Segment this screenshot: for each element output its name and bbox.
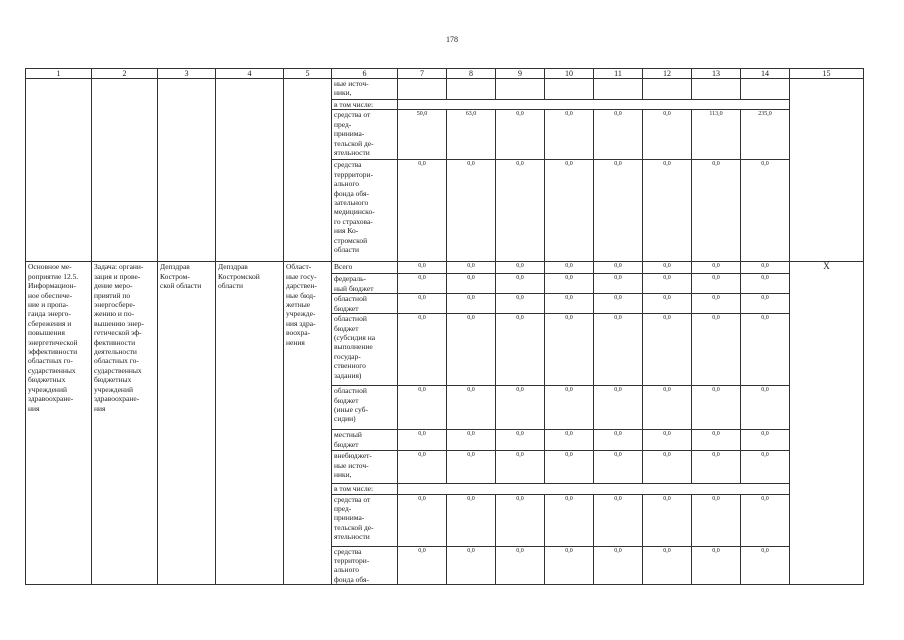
coexecutor: Депздрав Костромской области	[216, 262, 284, 585]
value-cell: 0,0	[594, 451, 643, 484]
value-cell: 0,0	[398, 451, 447, 484]
value-cell: 0,0	[398, 294, 447, 314]
value-cell: 0,0	[692, 294, 741, 314]
table-row	[26, 79, 864, 100]
value-cell: 0,0	[692, 314, 741, 386]
column-header: 4	[216, 69, 284, 79]
value-cell: 0,0	[741, 494, 790, 546]
value-cell: 0,0	[496, 546, 545, 585]
value-cell: 0,0	[496, 494, 545, 546]
empty-cell	[398, 484, 790, 494]
column-header: 2	[92, 69, 158, 79]
column-header: 14	[741, 69, 790, 79]
value-cell: 0,0	[594, 314, 643, 386]
value-cell: 0,0	[496, 451, 545, 484]
empty-cell	[216, 79, 284, 262]
table-row	[26, 262, 864, 274]
source-label: внебюджет- ные источ- ники,	[332, 451, 398, 484]
value-cell: 0,0	[643, 314, 692, 386]
value-cell: 0,0	[496, 430, 545, 451]
value-cell: 0,0	[398, 430, 447, 451]
recipient: Област- ные госу- дарствен- ные бюд- жетные учрежде- ния здра- воохра- нения	[284, 262, 332, 585]
source-label: местный бюджет	[332, 430, 398, 451]
budget-table	[25, 68, 864, 585]
empty-cell	[92, 79, 158, 262]
value-cell: 0,0	[643, 160, 692, 262]
value-cell: 0,0	[447, 430, 496, 451]
empty-cell	[284, 79, 332, 262]
value-cell	[398, 79, 447, 100]
column-header: 11	[594, 69, 643, 79]
value-cell: 0,0	[496, 274, 545, 294]
value-cell: 0,0	[545, 294, 594, 314]
source-label: средства территори- ального фонда обя-	[332, 546, 398, 585]
value-cell: 0,0	[545, 430, 594, 451]
value-cell: 0,0	[398, 494, 447, 546]
value-cell: 0,0	[447, 386, 496, 430]
source-label: ные источ- ники,	[332, 79, 398, 100]
value-cell: 0,0	[643, 494, 692, 546]
column-header: 1	[26, 69, 92, 79]
result-mark: Х	[790, 262, 864, 585]
value-cell: 0,0	[545, 494, 594, 546]
value-cell: 0,0	[594, 262, 643, 274]
value-cell	[692, 79, 741, 100]
empty-cell	[790, 79, 864, 262]
value-cell: 0,0	[545, 274, 594, 294]
value-cell: 0,0	[447, 494, 496, 546]
value-cell: 0,0	[741, 160, 790, 262]
value-cell: 63,0	[447, 110, 496, 160]
value-cell: 0,0	[447, 274, 496, 294]
value-cell: 0,0	[741, 314, 790, 386]
value-cell: 0,0	[741, 386, 790, 430]
source-label: областной бюджет (иные суб- сидии)	[332, 386, 398, 430]
value-cell: 0,0	[545, 451, 594, 484]
source-label: средства террритори- ального фонда обя- зательного медицинско- го страхова- ния Ко- стромской области	[332, 160, 398, 262]
value-cell	[643, 79, 692, 100]
value-cell: 0,0	[594, 546, 643, 585]
value-cell: 0,0	[496, 294, 545, 314]
value-cell: 0,0	[545, 110, 594, 160]
value-cell: 235,0	[741, 110, 790, 160]
column-header: 13	[692, 69, 741, 79]
value-cell: 0,0	[398, 546, 447, 585]
value-cell	[496, 79, 545, 100]
value-cell: 0,0	[594, 160, 643, 262]
source-label: областной бюджет	[332, 294, 398, 314]
value-cell: 0,0	[692, 451, 741, 484]
value-cell: 0,0	[398, 314, 447, 386]
value-cell: 0,0	[741, 294, 790, 314]
value-cell: 0,0	[447, 262, 496, 274]
value-cell: 0,0	[447, 314, 496, 386]
value-cell: 0,0	[545, 386, 594, 430]
value-cell: 0,0	[594, 386, 643, 430]
column-header: 5	[284, 69, 332, 79]
value-cell: 0,0	[692, 262, 741, 274]
value-cell: 0,0	[692, 160, 741, 262]
value-cell: 0,0	[545, 160, 594, 262]
task-description: Задача: органи- зация и прове- дение меро- приятий по энергосбере- жению и по- вышению энер- гетической эф- фективности деятельности областных го- сударственных бюджетных учреждений здравоохране- ния	[92, 262, 158, 585]
value-cell: 0,0	[643, 110, 692, 160]
column-header: 8	[447, 69, 496, 79]
value-cell: 0,0	[447, 546, 496, 585]
value-cell: 0,0	[643, 451, 692, 484]
value-cell: 0,0	[692, 494, 741, 546]
value-cell: 0,0	[545, 262, 594, 274]
value-cell: 0,0	[594, 294, 643, 314]
value-cell: 0,0	[594, 494, 643, 546]
value-cell: 0,0	[398, 274, 447, 294]
source-label: Всего	[332, 262, 398, 274]
column-header: 7	[398, 69, 447, 79]
column-header: 15	[790, 69, 864, 79]
value-cell: 0,0	[692, 274, 741, 294]
value-cell: 0,0	[545, 546, 594, 585]
value-cell: 0,0	[741, 451, 790, 484]
column-header: 10	[545, 69, 594, 79]
value-cell: 0,0	[496, 262, 545, 274]
source-label: средства от пред- принима- тельской де- ятельности	[332, 110, 398, 160]
column-header: 3	[158, 69, 216, 79]
value-cell: 0,0	[398, 160, 447, 262]
source-label: средства от пред- принима- тельской де- ятельности	[332, 494, 398, 546]
value-cell: 0,0	[496, 314, 545, 386]
column-header: 12	[643, 69, 692, 79]
value-cell: 0,0	[643, 262, 692, 274]
value-cell: 0,0	[692, 430, 741, 451]
value-cell: 0,0	[643, 294, 692, 314]
value-cell	[545, 79, 594, 100]
column-header: 6	[332, 69, 398, 79]
header-row	[26, 69, 864, 79]
measure-name: Основное ме- роприятие 12.5. Информацион- ное обеспече- ние и пропа- ганда энерго- сбережения и повышения энергетической эффективности областных го- сударственных бюджетных учреждений здравоохране- ния	[26, 262, 92, 585]
value-cell: 0,0	[643, 274, 692, 294]
value-cell	[741, 79, 790, 100]
value-cell: 113,0	[692, 110, 741, 160]
value-cell: 0,0	[398, 262, 447, 274]
source-label: федераль- ный бюджет	[332, 274, 398, 294]
value-cell: 0,0	[447, 294, 496, 314]
value-cell: 0,0	[594, 430, 643, 451]
empty-cell	[398, 100, 790, 110]
value-cell: 0,0	[741, 262, 790, 274]
value-cell	[447, 79, 496, 100]
value-cell: 0,0	[496, 386, 545, 430]
column-header: 9	[496, 69, 545, 79]
page-number: 178	[446, 35, 458, 44]
value-cell	[594, 79, 643, 100]
value-cell: 0,0	[741, 546, 790, 585]
responsible-executor: Депздрав Костром- ской области	[158, 262, 216, 585]
value-cell: 0,0	[692, 546, 741, 585]
value-cell: 0,0	[447, 451, 496, 484]
source-label: областной бюджет (субсидия на выполнение государ- ственного задания)	[332, 314, 398, 386]
value-cell: 0,0	[741, 274, 790, 294]
source-label: в том числе:	[332, 484, 398, 494]
value-cell: 0,0	[594, 110, 643, 160]
source-label: в том числе:	[332, 100, 398, 110]
value-cell: 50,0	[398, 110, 447, 160]
value-cell: 0,0	[643, 430, 692, 451]
value-cell: 0,0	[741, 430, 790, 451]
empty-cell	[158, 79, 216, 262]
value-cell: 0,0	[496, 110, 545, 160]
value-cell: 0,0	[398, 386, 447, 430]
value-cell: 0,0	[692, 386, 741, 430]
empty-cell	[26, 79, 92, 262]
value-cell: 0,0	[594, 274, 643, 294]
value-cell: 0,0	[643, 546, 692, 585]
value-cell: 0,0	[447, 160, 496, 262]
value-cell: 0,0	[643, 386, 692, 430]
value-cell: 0,0	[545, 314, 594, 386]
value-cell: 0,0	[496, 160, 545, 262]
